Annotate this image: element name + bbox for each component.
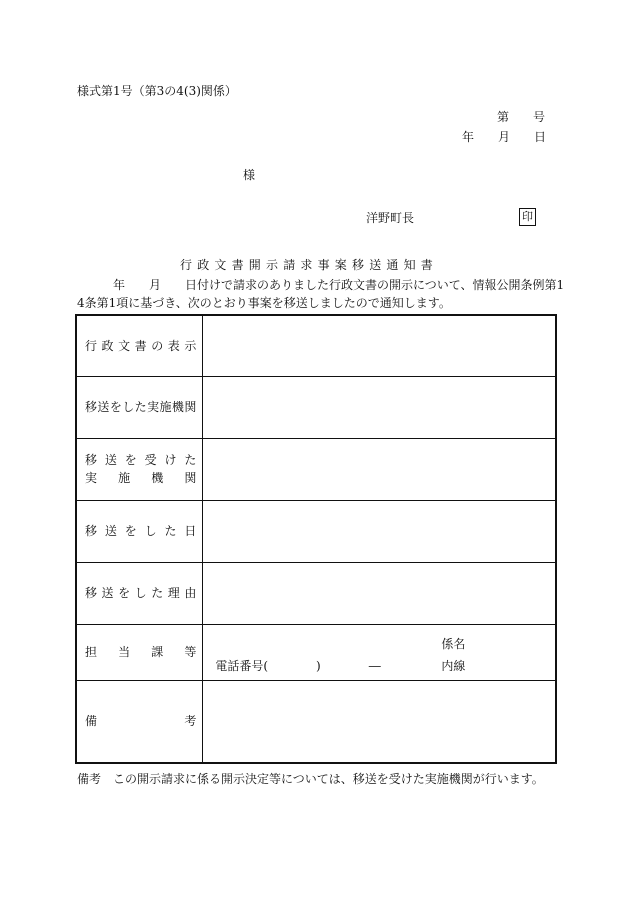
row-receiving-org bbox=[76, 438, 556, 500]
form-number: 様式第1号（第3の4(3)関係） bbox=[77, 84, 237, 98]
value-transfer-date[interactable] bbox=[203, 500, 556, 562]
value-document[interactable] bbox=[203, 315, 556, 376]
label-transfer-reason: 移送をした理由 bbox=[76, 562, 203, 624]
value-transferring-org[interactable] bbox=[203, 376, 556, 438]
addressee-honorific: 様 bbox=[243, 168, 256, 182]
staff-name-label: 係名 bbox=[441, 636, 466, 651]
row-transferring-org bbox=[76, 376, 556, 438]
notice-body bbox=[77, 276, 565, 312]
notice-body-line-1: 年 月 日付けで請求のありました行政文書の開示について、情報公開条例第1 bbox=[77, 278, 565, 292]
seal-stamp: 印 bbox=[519, 208, 536, 226]
issuer-name: 洋野町長 bbox=[366, 211, 415, 225]
label-transfer-date: 移送をした日 bbox=[76, 500, 203, 562]
row-notes bbox=[76, 680, 556, 763]
label-document: 行政文書の表示 bbox=[76, 315, 203, 376]
row-transfer-date bbox=[76, 500, 556, 562]
value-transfer-reason[interactable] bbox=[203, 562, 556, 624]
label-notes: 備考 bbox=[76, 680, 203, 763]
date-line: 年 月 日 bbox=[462, 130, 547, 144]
value-notes[interactable] bbox=[203, 680, 556, 763]
row-department bbox=[76, 624, 556, 680]
phone-number-label: 電話番号( ) ― bbox=[215, 658, 381, 673]
label-transferring-org: 移送をした実施機関 bbox=[76, 376, 203, 438]
value-department[interactable] bbox=[203, 624, 556, 680]
transfer-details-table bbox=[75, 314, 557, 764]
row-document bbox=[76, 315, 556, 376]
document-number-line: 第 号 bbox=[497, 110, 546, 124]
document-title: 行政文書開示請求事案移送通知書 bbox=[180, 258, 439, 272]
footer-remarks: 備考 この開示請求に係る開示決定等については、移送を受けた実施機関が行います。 bbox=[77, 772, 544, 786]
row-transfer-reason bbox=[76, 562, 556, 624]
label-receiving-org: 移送を受けた 実施機関 bbox=[76, 438, 203, 500]
label-department: 担当課等 bbox=[76, 624, 203, 680]
notice-body-line-2: 4条第1項に基づき、次のとおり事案を移送しましたので通知します。 bbox=[77, 296, 451, 310]
extension-label: 内線 bbox=[441, 658, 466, 673]
value-receiving-org[interactable] bbox=[203, 438, 556, 500]
